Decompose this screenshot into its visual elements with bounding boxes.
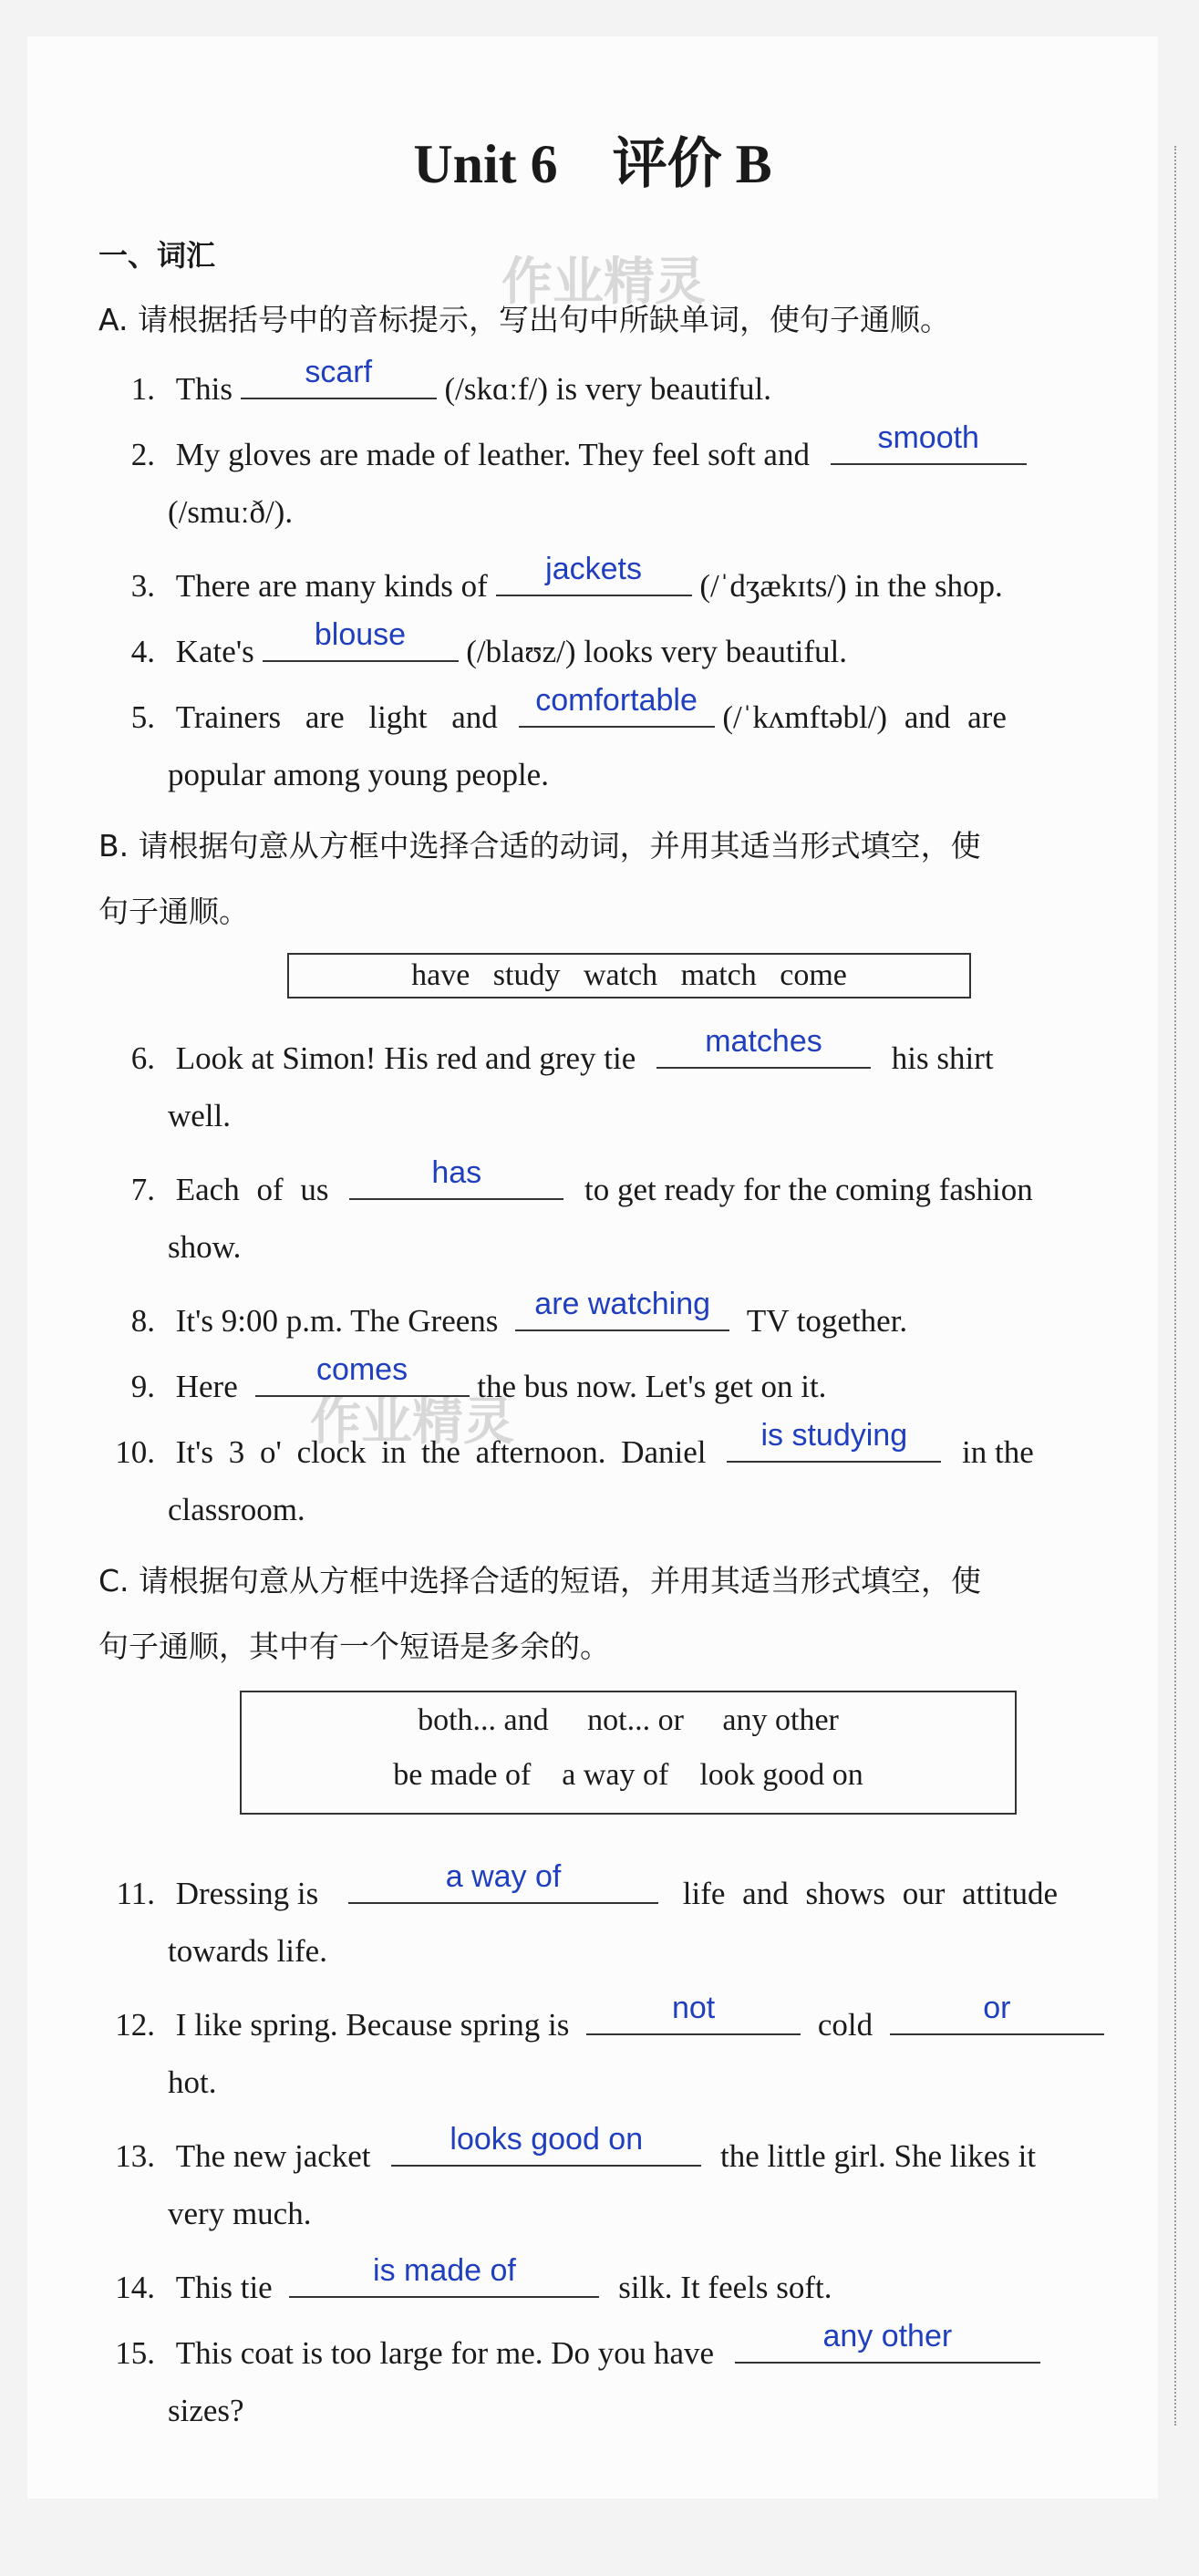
- answer-blank-14[interactable]: is made of: [289, 2261, 599, 2298]
- question-11: 11. Dressing is a way of life and shows our attitude: [116, 1859, 1059, 1911]
- question-3: 3. There are many kinds of jackets (/ˈdʒækɪts/) in the shop.: [130, 552, 1003, 604]
- word-box-c: [240, 1691, 1017, 1815]
- question-1: 1. This scarf (/skɑːf/) is very beautiful.: [130, 355, 771, 407]
- question-15: 15. This coat is too large for me. Do you have any other: [91, 2327, 1040, 2372]
- question-7-cont: show.: [168, 1229, 242, 1265]
- answer-blank-7[interactable]: has: [349, 1164, 563, 1200]
- question-2-cont: (/smuːð/).: [168, 494, 294, 530]
- word-box-c-row-1: both... and not... or any other: [418, 1703, 839, 1737]
- question-14: 14. This tie is made of silk. It feels soft.: [115, 2253, 832, 2305]
- answer-blank-15[interactable]: any other: [735, 2327, 1040, 2364]
- word-box-c-row-2: be made of a way of look good on: [393, 1758, 863, 1792]
- answer-blank-6[interactable]: matches: [656, 1032, 871, 1069]
- section-heading: 一、词汇: [98, 238, 216, 273]
- question-12: 12. I like spring. Because spring is not cold or: [91, 1999, 1104, 2043]
- question-6: 6. Look at Simon! His red and grey tie matches his shirt: [130, 1024, 994, 1076]
- part-b-instruction-2: 句子通顺。: [98, 894, 249, 929]
- question-11-cont: towards life.: [168, 1933, 327, 1969]
- question-8: 8. It's 9:00 p.m. The Greens are watching TV together.: [130, 1287, 908, 1339]
- worksheet-page: [27, 36, 1158, 2498]
- question-6-cont: well.: [168, 1098, 232, 1133]
- answer-blank-4[interactable]: blouse: [263, 626, 459, 662]
- question-10: 10. It's 3 o' clock in the afternoon. Daniel is studying in the: [115, 1418, 1034, 1470]
- question-2: 2. My gloves are made of leather. They feel soft and smooth: [109, 429, 1027, 473]
- fold-line: [1174, 146, 1176, 2426]
- answer-blank-1[interactable]: scarf: [241, 363, 437, 399]
- answer-blank-2[interactable]: smooth: [831, 429, 1027, 465]
- answer-blank-3[interactable]: jackets: [496, 560, 692, 596]
- answer-blank-8[interactable]: are watching: [515, 1295, 729, 1331]
- question-4: 4. Kate's blouse (/blaʊz/) looks very beautiful.: [130, 617, 847, 669]
- question-15-cont: sizes?: [168, 2393, 244, 2428]
- question-12-cont: hot.: [168, 2064, 217, 2100]
- watermark-top: 作业精灵: [501, 253, 706, 312]
- answer-blank-11[interactable]: a way of: [348, 1867, 658, 1904]
- answer-blank-9[interactable]: comes: [255, 1360, 470, 1397]
- answer-blank-12b[interactable]: or: [890, 1999, 1104, 2035]
- page-title: Unit 6 评价 B: [413, 134, 772, 194]
- question-13-cont: very much.: [168, 2196, 312, 2231]
- part-a-instruction: A. 请根据括号中的音标提示，写出句中所缺单词，使句子通顺。: [98, 302, 950, 337]
- part-c-instruction-2: 句子通顺，其中有一个短语是多余的。: [98, 1629, 610, 1664]
- question-13: 13. The new jacket looks good on the little girl. She likes it: [115, 2122, 1037, 2174]
- part-b-instruction: B. 请根据句意从方框中选择合适的动词，并用其适当形式填空，使: [98, 828, 981, 864]
- question-9: 9. Here comes the bus now. Let's get on it.: [130, 1352, 827, 1404]
- part-c-instruction: C. 请根据句意从方框中选择合适的短语，并用其适当形式填空，使: [98, 1563, 982, 1598]
- answer-blank-12a[interactable]: not: [586, 1999, 801, 2035]
- answer-blank-13[interactable]: looks good on: [391, 2130, 701, 2167]
- question-10-cont: classroom.: [168, 1492, 305, 1527]
- answer-blank-10[interactable]: is studying: [727, 1426, 941, 1463]
- question-5: 5. Trainers are light and comfortable (/ˈkʌmftəbl/) and are: [130, 683, 1007, 735]
- watermark-middle: 作业精灵: [310, 1392, 514, 1452]
- question-7: 7. Each of us has to get ready for the coming fashion: [130, 1155, 1033, 1207]
- answer-blank-5[interactable]: comfortable: [519, 691, 715, 728]
- question-5-cont: popular among young people.: [168, 757, 549, 792]
- word-box-b: have study watch match come: [287, 953, 971, 998]
